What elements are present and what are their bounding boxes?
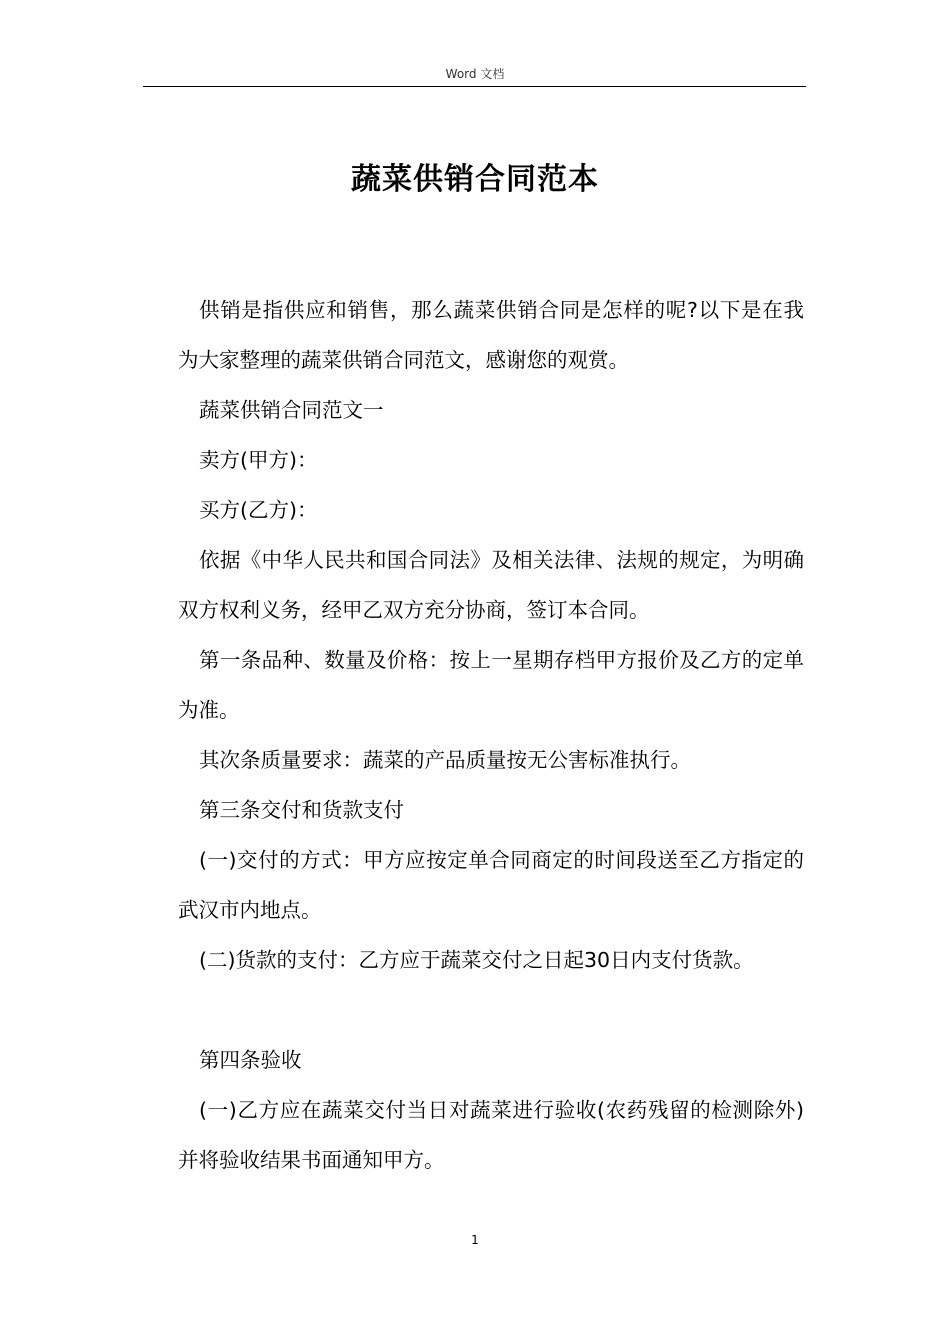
paragraph-section-heading: 蔬菜供销合同范文一 bbox=[199, 398, 384, 422]
paragraph-seller: 卖方(甲方)： bbox=[199, 448, 318, 472]
document-body bbox=[178, 285, 804, 1185]
paragraph-intro: 供销是指供应和销售，那么蔬菜供销合同是怎样的呢?以下是在我为大家整理的蔬菜供销合同范文，感谢您的观赏。 bbox=[178, 298, 804, 372]
paragraph-basis: 依据《中华人民共和国合同法》及相关法律、法规的规定，为明确双方权利义务，经甲乙双方充分协商，签订本合同。 bbox=[178, 548, 804, 622]
paragraph-article-3: 第三条交付和货款支付 bbox=[199, 798, 404, 822]
page-header: Word 文档 bbox=[445, 67, 505, 81]
document-title: 蔬菜供销合同范本 bbox=[351, 162, 599, 197]
paragraph-article-4: 第四条验收 bbox=[199, 1048, 302, 1072]
header-divider bbox=[143, 86, 806, 87]
paragraph-article-1: 第一条品种、数量及价格：按上一星期存档甲方报价及乙方的定单为准。 bbox=[178, 648, 804, 722]
paragraph-article-3-item-2: (二)货款的支付：乙方应于蔬菜交付之日起30日内支付货款。 bbox=[199, 948, 754, 972]
paragraph-article-3-item-1: (一)交付的方式：甲方应按定单合同商定的时间段送至乙方指定的武汉市内地点。 bbox=[178, 848, 804, 922]
paragraph-article-2: 其次条质量要求：蔬菜的产品质量按无公害标准执行。 bbox=[199, 748, 691, 772]
page-number: 1 bbox=[471, 1233, 479, 1247]
paragraph-article-4-item-1: (一)乙方应在蔬菜交付当日对蔬菜进行验收(农药残留的检测除外)并将验收结果书面通知甲方。 bbox=[178, 1098, 804, 1172]
blank-line bbox=[178, 985, 804, 1035]
paragraph-buyer: 买方(乙方)： bbox=[199, 498, 318, 522]
